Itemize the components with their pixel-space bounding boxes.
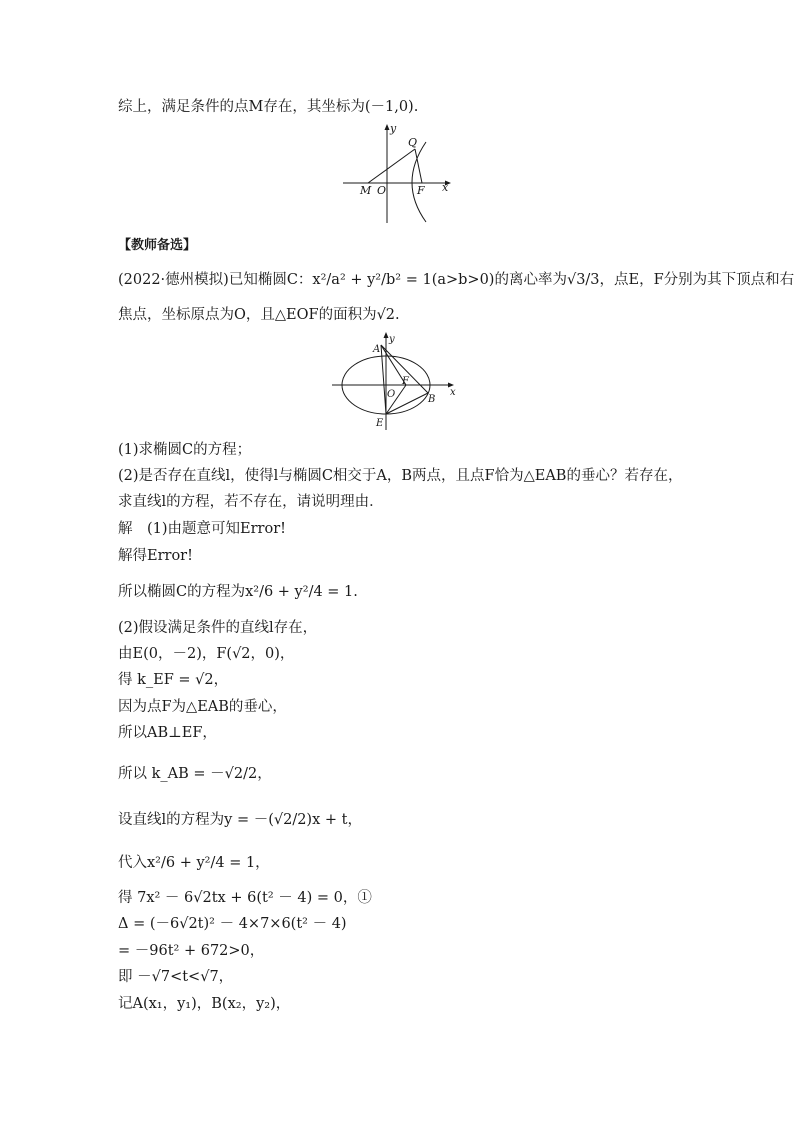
question-2a: (2)是否存在直线l，使得l与椭圆C相交于A，B两点，且点F恰为△EAB的垂心？若存在， — [118, 468, 683, 484]
y-axis-arrow — [385, 124, 390, 130]
label-x: x — [450, 387, 456, 398]
solution-substitute: 代入x²/6 + y²/4 = 1， — [118, 855, 270, 871]
y-axis-arrow — [384, 332, 389, 338]
label-F: F — [402, 376, 409, 387]
label-O: O — [387, 389, 396, 400]
solution-discriminant-result: = －96t² + 672>0， — [118, 943, 265, 959]
solution-1: 解 (1)由题意可知Error! — [118, 521, 286, 537]
label-y: y — [389, 334, 395, 345]
solution-ellipse-equation: 所以椭圆C的方程为x²/6 + y²/4 = 1. — [118, 584, 358, 600]
figure-ellipse — [330, 330, 460, 439]
teacher-reserve-heading: 【教师备选】 — [118, 238, 197, 253]
label-O: O — [377, 184, 387, 197]
label-y: y — [390, 122, 397, 135]
label-E: E — [376, 418, 384, 429]
solution-quadratic: 得 7x² － 6√2tx + 6(t² － 4) = 0，① — [118, 890, 372, 906]
segment-AE — [381, 345, 386, 414]
label-A: A — [373, 344, 381, 355]
solution-slope-ab: 所以 k_AB = －√2/2， — [118, 766, 272, 782]
solution-points: 由E(0，－2)，F(√2，0)， — [118, 646, 295, 662]
solution-points-ab: 记A(x₁，y₁)，B(x₂，y₂)， — [118, 996, 291, 1012]
problem-statement-2: 焦点，坐标原点为O，且△EOF的面积为√2. — [118, 307, 400, 323]
label-B: B — [428, 394, 436, 405]
solution-perpendicular: 所以AB⊥EF， — [118, 725, 217, 741]
segment-MQ — [368, 149, 415, 183]
label-M: M — [360, 184, 372, 197]
solution-assume: (2)假设满足条件的直线l存在， — [118, 620, 318, 636]
solution-t-range: 即 －√7<t<√7， — [118, 969, 234, 985]
label-x: x — [442, 181, 449, 194]
solution-slope-ef: 得 k_EF = √2， — [118, 672, 229, 688]
figure-hyperbola — [340, 120, 455, 229]
solution-2: 解得Error! — [118, 548, 193, 564]
label-Q: Q — [408, 136, 418, 149]
problem-statement-1: (2022·德州模拟)已知椭圆C：x²/a² + y²/b² = 1(a>b>0)的离心率为√3/3，点E，F分别为其下顶点和右 — [118, 272, 794, 288]
question-1: (1)求椭圆C的方程； — [118, 442, 252, 458]
text-line-conclusion: 综上，满足条件的点M存在，其坐标为(－1,0). — [118, 99, 419, 115]
solution-orthocenter: 因为点F为△EAB的垂心， — [118, 699, 287, 715]
label-F: F — [417, 184, 425, 197]
question-2b: 求直线l的方程，若不存在，请说明理由． — [118, 494, 384, 510]
hyperbola-branch — [412, 142, 426, 222]
solution-discriminant: Δ = (－6√2t)² － 4×7×6(t² － 4) — [118, 916, 347, 932]
solution-line-equation: 设直线l的方程为y = －(√2/2)x + t， — [118, 812, 362, 828]
